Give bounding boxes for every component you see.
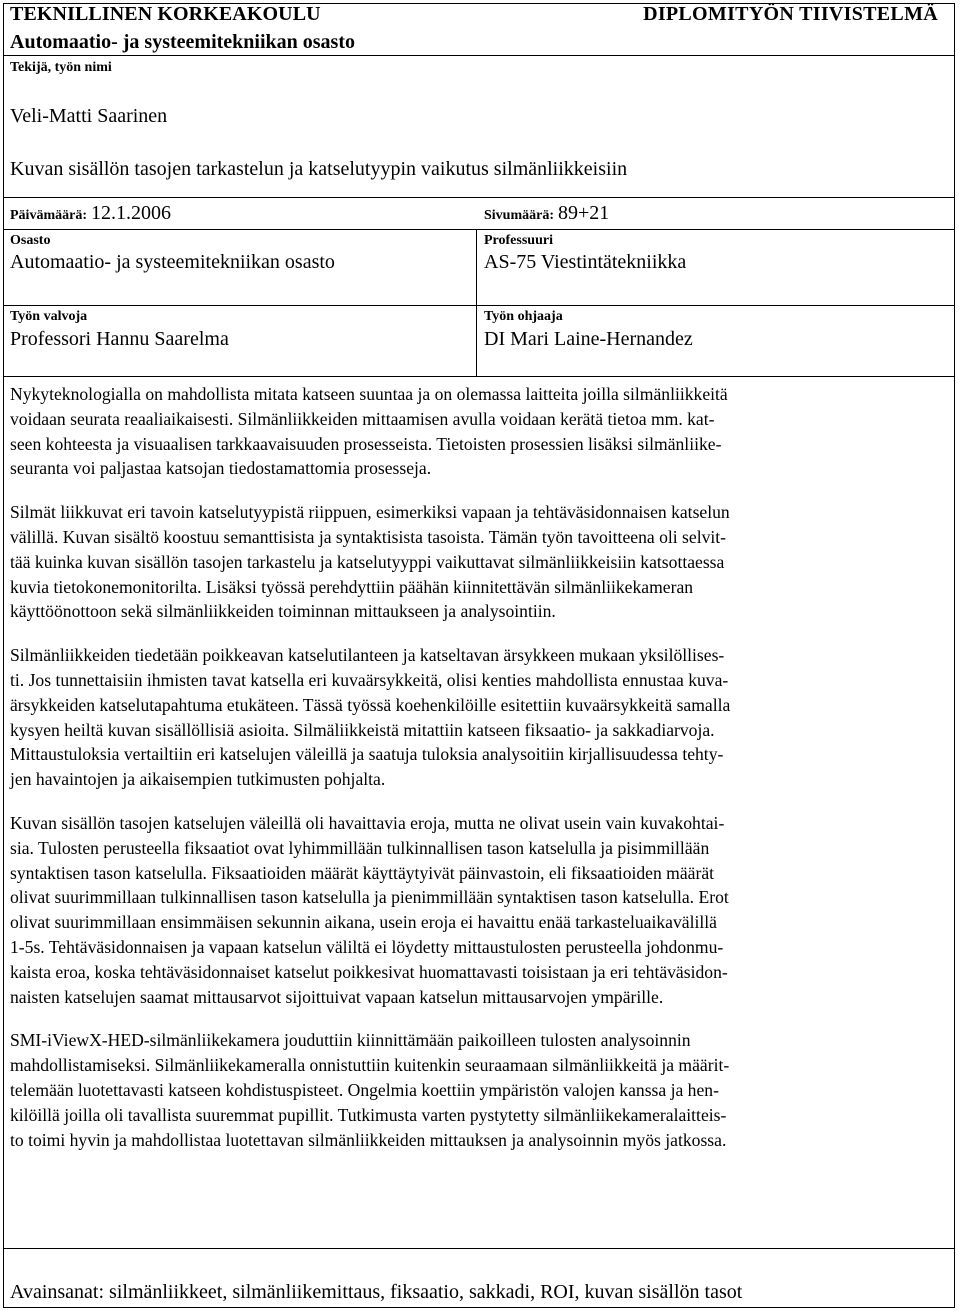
- document-type: DIPLOMITYÖN TIIVISTELMÄ: [643, 3, 938, 25]
- abstract-line: Mittaustuloksia vertailtiin eri katselujen väleillä ja saatuja tuloksia analysoitiin kirjallisuudessa tehty-: [10, 744, 724, 765]
- dept-label: Osasto: [10, 233, 51, 248]
- supervisor-label: Työn valvoja: [10, 309, 88, 324]
- abstract-paragraph-3: [10, 643, 950, 792]
- author-name: Veli-Matti Saarinen: [10, 105, 168, 127]
- pages-label: Sivumäärä:: [484, 208, 554, 223]
- abstract-line: ti. Jos tunnettaisiin ihmisten tavat katsella eri kuvaärsykkeitä, olisi kenties mahdollista ennustaa kuva-: [10, 669, 729, 690]
- abstract-paragraph-4: [10, 811, 950, 1009]
- professorship-label: Professuuri: [484, 233, 553, 248]
- abstract-line: SMI-iViewX-HED-silmänliikekamera jouduttiin kiinnittämään paikoilleen tulosten analysoinnin: [10, 1030, 691, 1051]
- abstract-line: jen havaintojen ja aikaisempien tutkimusten pohjalta.: [10, 769, 386, 790]
- pages-value: 89+21: [558, 202, 610, 224]
- header-divider: [3, 55, 955, 56]
- date-row: [10, 202, 171, 225]
- dept-divider: [3, 305, 955, 306]
- date-divider: [3, 229, 955, 230]
- abstract-line: mahdollistamiseksi. Silmänliikekameralla onnistuttiin kuitenkin seuraamaan silmänliikkeitä ja määrit-: [10, 1055, 730, 1076]
- abstract-line: seen kohteesta ja visuaalisen tarkkaavaisuuden prosesseista. Tietoisten prosessien lisäksi silmänliike-: [10, 433, 722, 454]
- abstract-line: naisten katselujen saamat mittausarvot sijoittuivat vapaan katselun mittausarvojen ympärille.: [10, 986, 664, 1007]
- abstract-line: tää kuinka kuvan sisällön tasojen tarkastelu ja katselutyyppi vaikuttavat silmänliikkeisiin katsottaessa: [10, 551, 725, 572]
- abstract-line: Kuvan sisällön tasojen katselujen väleillä oli havaittavia eroja, mutta ne olivat usein vain kuvakohtai-: [10, 812, 725, 833]
- date-label: Päivämäärä:: [10, 208, 87, 223]
- abstract-paragraph-1: [10, 382, 950, 481]
- dept-value: Automaatio- ja systeemitekniikan osasto: [10, 251, 335, 273]
- professorship-value: AS-75 Viestintätekniikka: [484, 251, 687, 273]
- instructor-value: DI Mari Laine-Hernandez: [484, 328, 693, 350]
- abstract-line: Silmät liikkuvat eri tavoin katselutyypistä riippuen, esimerkiksi vapaan ja tehtäväsidonnaisen katselun: [10, 502, 730, 523]
- abstract-line: kaista eroa, koska tehtäväsidonnaiset katselut poikkesivat huomattavasti toisistaan ja eri tehtäväsidon-: [10, 961, 728, 982]
- instructor-label: Työn ohjaaja: [484, 309, 563, 324]
- keywords: Avainsanat: silmänliikkeet, silmänliikemittaus, fiksaatio, sakkadi, ROI, kuvan sisällön tasot: [10, 1281, 743, 1303]
- abstract-line: käyttöönottoon sekä silmänliikkeiden toiminnan mittaukseen ja analysointiin.: [10, 601, 556, 622]
- abstract-line: olivat suurimmillaan ensimmäisen sekunnin aikana, usein eroja ei havaittu enää tarkasteluaikavälillä: [10, 912, 717, 933]
- date-value: 12.1.2006: [90, 202, 171, 224]
- abstract-line: Silmänliikkeiden tiedetään poikkeavan katselutilanteen ja katseltavan ärsykkeen mukaan yksilöllises-: [10, 645, 725, 666]
- abstract-line: seuranta voi paljastaa katsojan tiedostamattomia prosesseja.: [10, 458, 432, 479]
- department-name: Automaatio- ja systeemitekniikan osasto: [10, 31, 355, 53]
- author-label: Tekijä, työn nimi: [10, 60, 112, 75]
- abstract-line: kuvia tietokonemonitorilta. Lisäksi työssä perehdyttiin päähän kiinnitettävän silmänliikekameran: [10, 576, 694, 597]
- abstract-line: ärsykkeiden katselutapahtuma etukäteen. Tässä työssä koehenkilöille esitettiin kuvaärsykkeitä samalla: [10, 694, 731, 715]
- abstract-divider: [3, 1248, 955, 1249]
- supervisor-value: Professori Hannu Saarelma: [10, 328, 229, 350]
- abstract-paragraph-2: [10, 500, 950, 624]
- abstract-line: 1-5s. Tehtäväsidonnaisen ja vapaan katselun väliltä ei löydetty mittaustulosten perusteella johdonmu-: [10, 936, 724, 957]
- abstract-line: olivat suurimmillaan tulkinnallisen tason katselulla ja pienimmillään syntaktisen tason katselulla. Erot: [10, 887, 729, 908]
- abstract-line: telemään luotettavasti katseen kohdistuspisteet. Ongelmia koettiin ympäristön valojen kanssa ja hen-: [10, 1079, 719, 1100]
- title-divider: [3, 197, 955, 198]
- pages-row: [484, 202, 609, 225]
- abstract-line: sia. Tulosten perusteella fiksaatiot ovat lyhimmillään tulkinnallisen tason katselulla ja pisimmillään: [10, 837, 710, 858]
- abstract-paragraph-5: [10, 1028, 950, 1152]
- meta-column-divider: [476, 229, 477, 377]
- abstract-line: kilöillä joilla oli tavallista suuremmat pupillit. Tutkimusta varten pystytetty silmänliikekameralaitteis-: [10, 1104, 727, 1125]
- thesis-title: Kuvan sisällön tasojen tarkastelun ja katselutyypin vaikutus silmänliikkeisiin: [10, 158, 628, 180]
- abstract-line: voidaan seurata reaaliaikaisesti. Silmänliikkeiden mittaamisen avulla voidaan kerätä tietoa mm. kat-: [10, 408, 715, 429]
- abstract-line: välillä. Kuvan sisältö koostuu semanttisista ja syntaktisista tasoista. Tämän työn tavoitteena oli selvit-: [10, 526, 727, 547]
- university-name: TEKNILLINEN KORKEAKOULU: [10, 3, 321, 25]
- abstract-line: syntaktisen tason katselulla. Fiksaatioiden määrät käyttäytyivät päinvastoin, eli fiksaatioiden määrät: [10, 862, 715, 883]
- abstract-line: Nykyteknologialla on mahdollista mitata katseen suuntaa ja on olemassa laitteita joilla silmänliikkeitä: [10, 384, 728, 404]
- abstract-line: kysyen heiltä kuvan sisällöllisiä asioita. Silmäliikkeistä mitattiin katseen fiksaatio- ja sakkadiarvoja.: [10, 719, 715, 740]
- staff-divider: [3, 376, 955, 377]
- abstract-line: to toimi hyvin ja mahdollistaa luotettavan silmänliikkeiden mittauksen ja analysoinnin myös jatkossa.: [10, 1129, 727, 1150]
- abstract: [10, 382, 950, 1171]
